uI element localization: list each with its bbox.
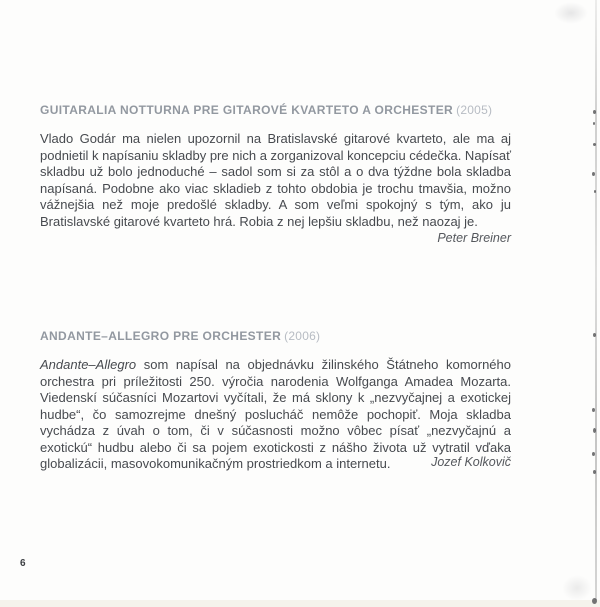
section-guitaralia-paragraph <box>40 131 511 230</box>
paragraph-body: som napísal na objednávku žilinského Štátneho komorného orchestra pri príležitosti 250. výročia narodenia Wolfganga Amadea Mozarta. Viedenskí súčasníci Mozartovi vyčítali, že má sklony k „nezvyčajnej a exotickej hudbe“, čo samozrejme dnešný poslucháč nemôže pochopiť. Moja skladba vychádza z úvah o tom, či v súčasnosti možno vôbec písať „nezvyčajnú a exotickú“ hudbu alebo či sa pojem exotickosti z nášho života už vytratil vďaka globalizácii, masovokomunikačným prostriedkom a internetu. <box>40 357 511 471</box>
scan-speck <box>593 428 596 433</box>
section-title: ANDANTE–ALLEGRO PRE ORCHESTER <box>40 329 282 343</box>
scan-smudge <box>562 575 592 601</box>
scan-speck <box>593 122 595 125</box>
section-guitaralia-author: Peter Breiner <box>437 231 511 245</box>
section-year: (2005) <box>456 103 493 117</box>
section-guitaralia-heading <box>40 103 511 117</box>
scan-smudge <box>554 2 588 24</box>
section-andante-heading <box>40 329 511 343</box>
section-andante-author: Jozef Kolkovič <box>431 455 511 469</box>
scan-speck <box>594 190 596 193</box>
scan-speck <box>592 452 595 456</box>
section-year: (2006) <box>284 329 321 343</box>
page-number: 6 <box>20 558 26 569</box>
paragraph-lead-italic: Andante–Allegro <box>40 357 137 372</box>
scan-speck <box>593 143 596 146</box>
section-title: GUITARALIA NOTTURNA PRE GITAROVÉ KVARTETO A ORCHESTER <box>40 103 454 117</box>
scan-speck <box>593 470 596 474</box>
paragraph-body: Vlado Godár ma nielen upozornil na Bratislavské gitarové kvarteto, ale ma aj podnietil k napísaniu skladby pre nich a zorganizoval koncepciu cédečka. Napísať skladbu už bolo jednoduché – sadol som si za stôl a o dva týždne bola skladba napísaná. Podobne ako viac skladieb z tohto obdobia je trochu tmavšia, možno vážnejšia než moje predošlé skladby. A som veľmi spokojný s tým, ako ju Bratislavské gitarové kvarteto hrá. Robia z nej lepšiu skladbu, než naozaj je. <box>40 131 511 229</box>
scan-bottom-strip <box>0 600 600 607</box>
section-title-line <box>40 329 511 343</box>
scan-speck <box>592 598 597 604</box>
scan-speck <box>593 333 596 337</box>
section-title-line <box>40 103 511 117</box>
scan-edge-line <box>595 0 597 607</box>
scan-speck <box>592 172 595 176</box>
scan-speck <box>593 110 596 114</box>
scan-speck <box>592 408 595 412</box>
